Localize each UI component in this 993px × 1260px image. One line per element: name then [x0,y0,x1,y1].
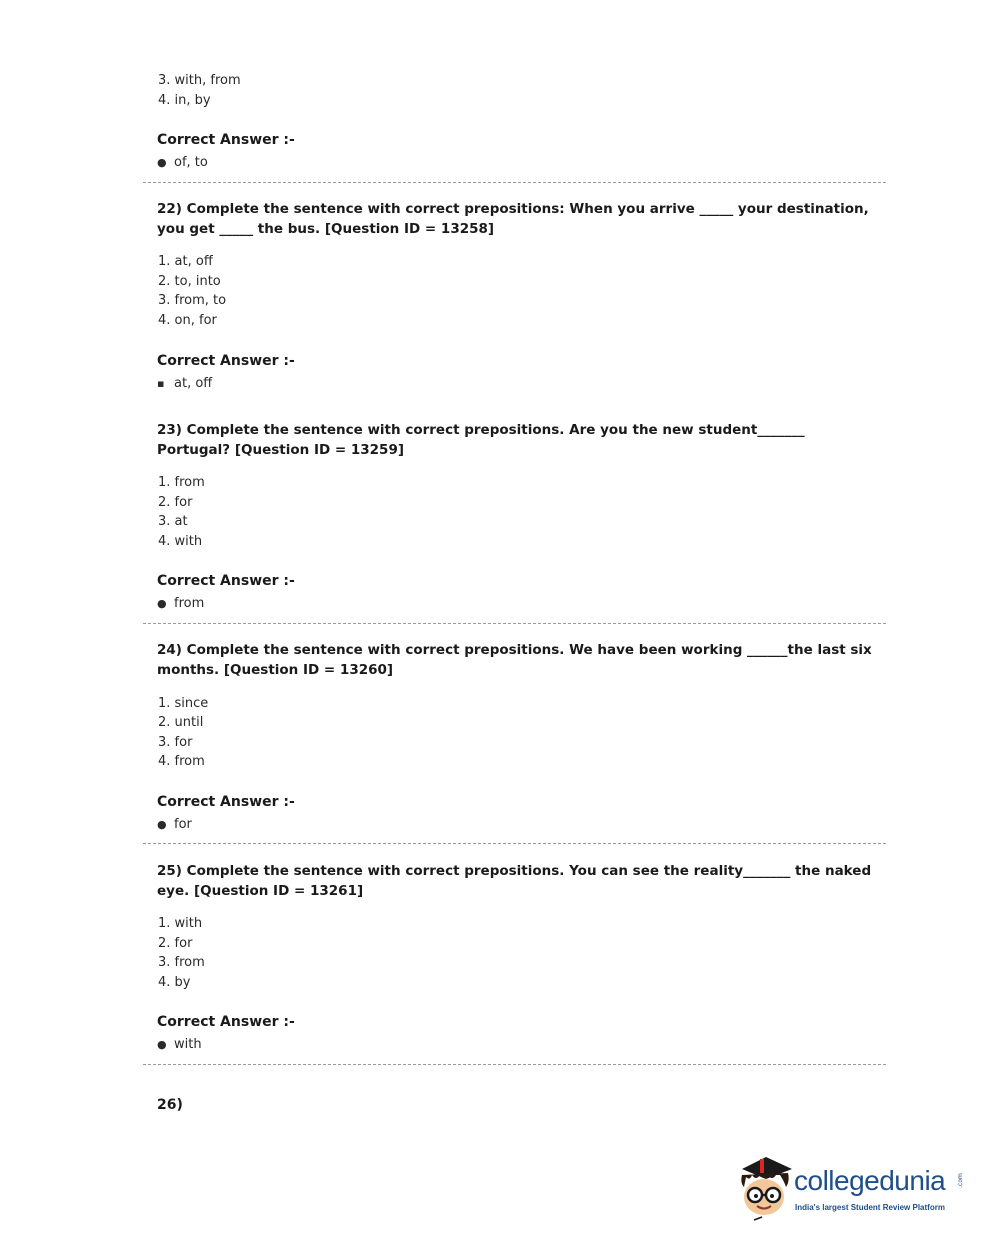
option-item: 3. from [158,955,205,970]
option-item: 1. at, off [158,254,213,269]
bullet-icon: ● [157,1038,167,1051]
correct-answer-label: Correct Answer :- [157,573,295,589]
option-item: 1. from [158,475,205,490]
option-item: 4. by [158,975,191,990]
option-item: 4. on, for [158,313,217,328]
answer-text: from [174,596,205,611]
brand-tagline: India's largest Student Review Platform [795,1203,945,1212]
question-22: 22) Complete the sentence with correct prepositions: When you arrive _____ your destination, you get _____ the bus. [Question ID = 13258] [157,201,869,237]
correct-answer-label: Correct Answer :- [157,132,295,148]
separator [143,1064,886,1065]
correct-answer [157,596,204,611]
question-23: 23) Complete the sentence with correct prepositions. Are you the new student_______ Portugal? [Question ID = 13259] [157,422,805,458]
correct-answer-label: Correct Answer :- [157,1014,295,1030]
brand-dotcom: .com [956,1173,964,1188]
option-item: 1. with [158,916,203,931]
option-item: 4. with [158,534,203,549]
correct-answer [157,817,192,832]
option-item: 3. with, from [158,73,241,88]
bullet-icon: ● [157,818,167,831]
question-26-number: 26) [157,1097,183,1113]
bullet-icon: ● [157,597,167,610]
option-item: 2. until [158,715,204,730]
option-item: 2. for [158,495,193,510]
correct-answer [157,376,212,391]
correct-answer [157,155,208,170]
option-item: 4. from [158,754,205,769]
mascot-icon [736,1153,794,1223]
bullet-icon: ▪ [157,377,165,390]
answer-text: for [174,817,192,832]
option-item: 3. at [158,514,188,529]
option-item: 3. from, to [158,293,227,308]
answer-text: of, to [174,155,208,170]
separator [143,843,886,844]
bullet-icon: ● [157,156,167,169]
correct-answer-label: Correct Answer :- [157,353,295,369]
question-25: 25) Complete the sentence with correct prepositions. You can see the reality_______ the naked eye. [Question ID = 13261] [157,863,872,899]
brand-name: collegedunia [794,1165,946,1196]
correct-answer [157,1037,202,1052]
option-item: 4. in, by [158,93,211,108]
question-24: 24) Complete the sentence with correct prepositions. We have been working ______the last six months. [Question ID = 13260] [157,642,872,678]
correct-answer-label: Correct Answer :- [157,794,295,810]
separator [143,623,886,624]
option-item: 2. for [158,936,193,951]
option-item: 2. to, into [158,274,221,289]
answer-text: at, off [174,376,213,391]
separator [143,182,886,183]
collegedunia-logo [736,1153,966,1223]
option-item: 3. for [158,735,193,750]
option-item: 1. since [158,696,209,711]
answer-text: with [174,1037,202,1052]
